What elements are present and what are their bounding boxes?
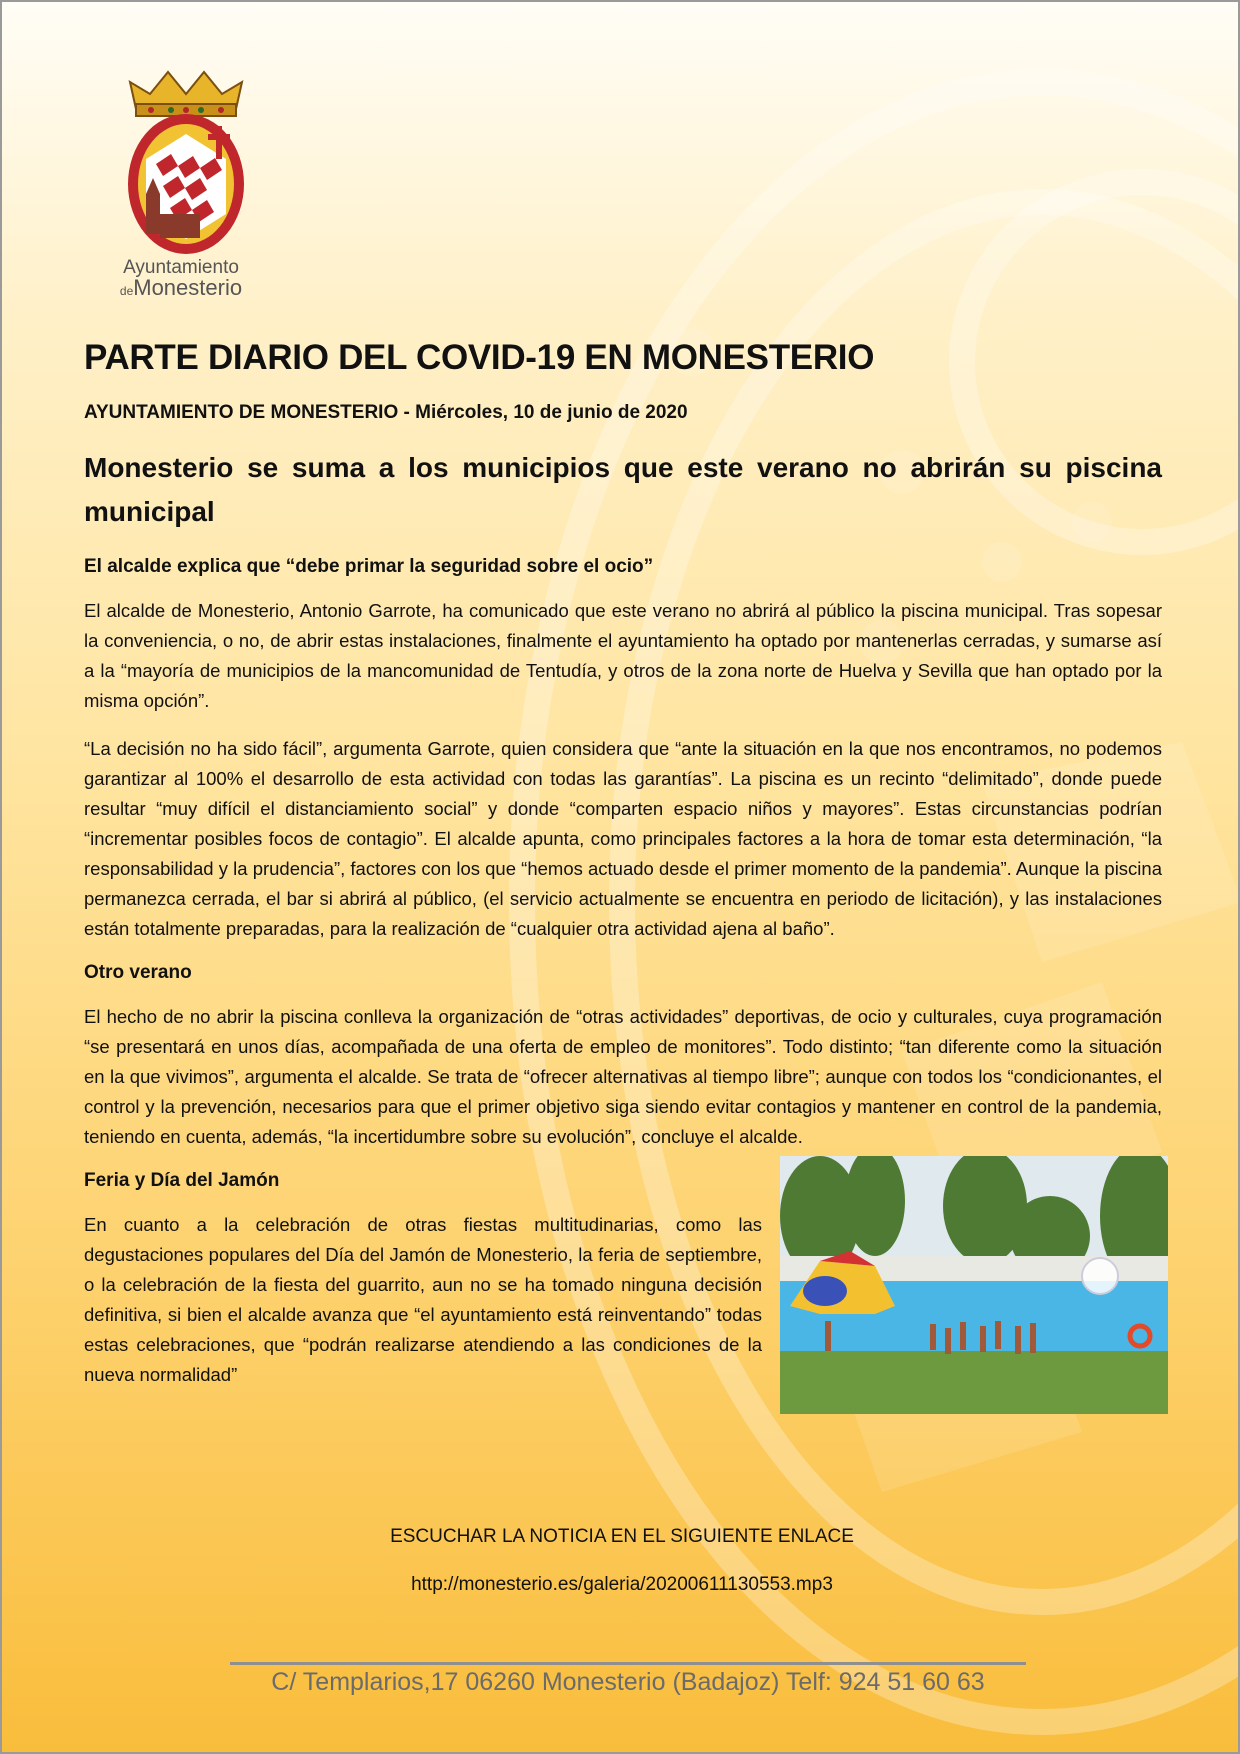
pool-photo: [780, 1156, 1168, 1414]
article-content: [84, 338, 1162, 1420]
section-heading-feria: Feria y Día del Jamón: [84, 1170, 280, 1191]
logo-wordmark: [106, 258, 256, 301]
article-paragraph-1: El alcalde de Monesterio, Antonio Garrote, ha comunicado que este verano no abrirá al público la piscina municipal. Tras sopesar la conveniencia, o no, de abrir estas instalaciones, finalmente el ayuntamiento ha optado por mantenerlas cerradas, y sumarse así a la “mayoría de municipios de la mancomunidad de Tentudía, y otros de la zona norte de Huelva y Sevilla que han optado por la misma opción”.: [84, 600, 1162, 711]
logo-line-2-prefix: de: [119, 284, 134, 298]
article-paragraph-2: “La decisión no ha sido fácil”, argumenta Garrote, quien considera que “ante la situación en la que nos encontramos, no podemos garantizar al 100% el desarrollo de esta actividad con todas las garantías”. La piscina es un recinto “delimitado”, donde puede resultar “muy difícil el distanciamiento social” y donde “comparten espacio niños y mayores”. Estas circunstancias podrían “incrementar posibles focos de contagio”. El alcalde apunta, como principales factores a la hora de tomar esta determinación, “la responsabilidad y la prudencia”, factores con los que “hemos actuado desde el primer momento de la pandemia”. Aunque la piscina permanezca cerrada, el bar si abrirá al público, (el servicio actualmente se encuentra en periodo de licitación), y las instalaciones están totalmente preparadas, para la realización de “cualquier otra actividad ajena al baño”.: [84, 738, 1162, 939]
article-subhead: El alcalde explica que “debe primar la seguridad sobre el ocio”: [84, 556, 654, 577]
footer-divider: [230, 1662, 1026, 1665]
article-headline: Monesterio se suma a los municipios que este verano no abrirán su piscina municipal: [84, 452, 1162, 527]
section-text-feria: En cuanto a la celebración de otras fiestas multitudinarias, como las degustaciones populares del Día del Jamón de Monesterio, la feria de septiembre, o la celebración de la fiesta del guarrito, aun no se ha tomado ninguna decisión definitiva, si bien el alcalde avanza que “el ayuntamiento está reinventando” todas estas celebraciones, que “podrán realizarse atendiendo a las condiciones de la nueva normalidad”: [84, 1214, 762, 1385]
logo-line-2: Monesterio: [133, 275, 243, 300]
section-heading-otro-verano: Otro verano: [84, 962, 192, 983]
section-text-otro-verano: El hecho de no abrir la piscina conlleva la organización de “otras actividades” deportivas, de ocio y culturales, cuya programación “se presentará en unos días, acompañada de una oferta de empleo de monitores”. Todo distinto; “tan diferente como la situación en la que vivimos”, argumenta el alcalde. Se trata de “ofrecer alternativas al tiempo libre”; aunque con todos los “condicionantes, el control y la prevención, necesarios para que el primer objetivo siga siendo evitar contagios y mantener en control de la pandemia, teniendo en cuenta, además, “la incertidumbre sobre su evolución”, concluye el alcalde.: [84, 1006, 1162, 1147]
logo-line-1: Ayuntamiento: [123, 257, 239, 278]
footer-address: C/ Templarios,17 06260 Monesterio (Badajoz) Telf: 924 51 60 63: [271, 1668, 985, 1696]
dateline: AYUNTAMIENTO DE MONESTERIO - Miércoles, 10 de junio de 2020: [84, 402, 688, 423]
listen-label: ESCUCHAR LA NOTICIA EN EL SIGUIENTE ENLACE: [390, 1526, 854, 1547]
page-title: PARTE DIARIO DEL COVID-19 EN MONESTERIO: [84, 338, 875, 377]
audio-link[interactable]: http://monesterio.es/galeria/20200611130553.mp3: [411, 1574, 833, 1595]
